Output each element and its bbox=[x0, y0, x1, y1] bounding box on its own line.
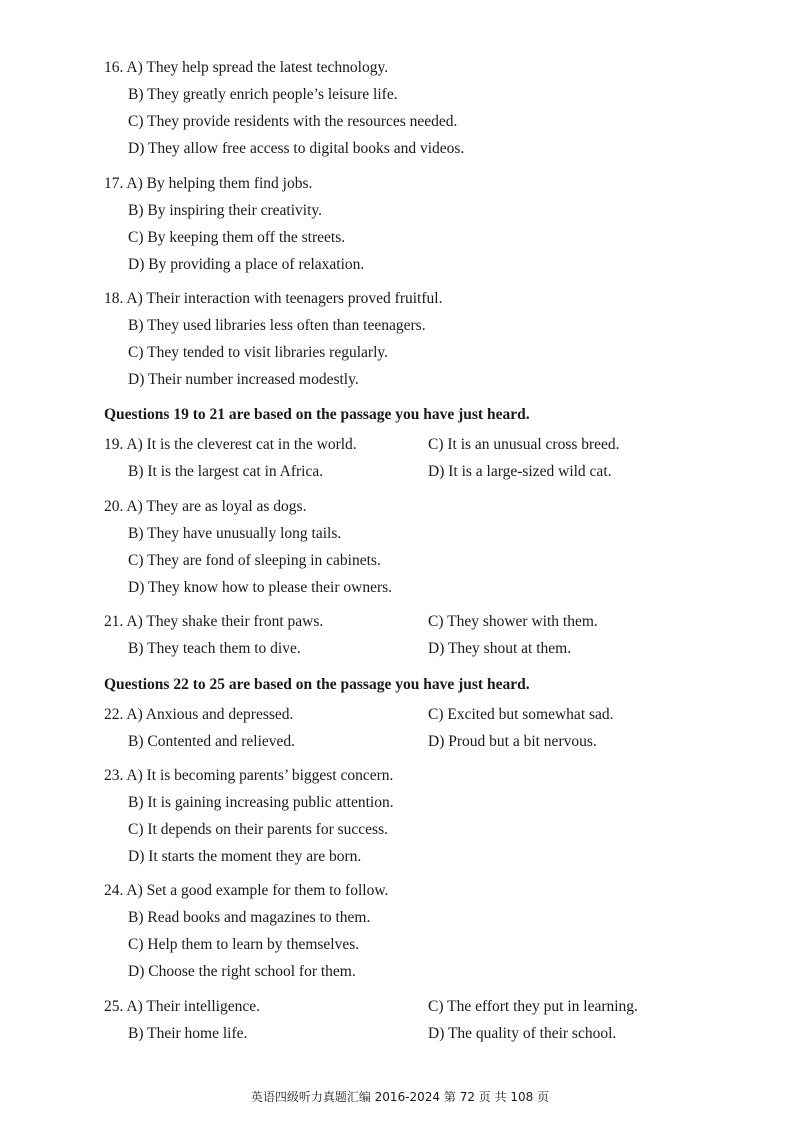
q22-option-c: C) Excited but somewhat sad. bbox=[428, 706, 614, 723]
q25-option-c: C) The effort they put in learning. bbox=[428, 998, 638, 1015]
q20-option-c: C) They are fond of sleeping in cabinets. bbox=[128, 552, 381, 569]
q19-option-c: C) It is an unusual cross breed. bbox=[428, 436, 620, 453]
q18-option-b: B) They used libraries less often than teenagers. bbox=[128, 317, 426, 334]
q17-option-b: B) By inspiring their creativity. bbox=[128, 202, 322, 219]
section-heading-19-21: Questions 19 to 21 are based on the passage you have just heard. bbox=[104, 406, 530, 423]
q21-option-b: B) They teach them to dive. bbox=[128, 640, 301, 657]
q24-option-b: B) Read books and magazines to them. bbox=[128, 909, 371, 926]
q19-option-d: D) It is a large-sized wild cat. bbox=[428, 463, 612, 480]
q22-option-d: D) Proud but a bit nervous. bbox=[428, 733, 597, 750]
q25-option-a: 25. A) Their intelligence. bbox=[104, 998, 260, 1015]
q23-option-b: B) It is gaining increasing public attention. bbox=[128, 794, 394, 811]
q22-option-a: 22. A) Anxious and depressed. bbox=[104, 706, 294, 723]
q21-option-d: D) They shout at them. bbox=[428, 640, 572, 657]
page-footer: 英语四级听力真题汇编 2016-2024 第 72 页 共 108 页 bbox=[250, 1090, 550, 1104]
q17-option-d: D) By providing a place of relaxation. bbox=[128, 256, 365, 273]
q17-option-c: C) By keeping them off the streets. bbox=[128, 229, 346, 246]
q21-option-a: 21. A) They shake their front paws. bbox=[104, 613, 324, 630]
q16-option-c: C) They provide residents with the resources needed. bbox=[128, 113, 458, 130]
q23-option-c: C) It depends on their parents for success. bbox=[128, 821, 388, 838]
q19-option-a: 19. A) It is the cleverest cat in the world. bbox=[104, 436, 357, 453]
q21-option-c: C) They shower with them. bbox=[428, 613, 598, 630]
q25-option-d: D) The quality of their school. bbox=[428, 1025, 617, 1042]
q20-option-d: D) They know how to please their owners. bbox=[128, 579, 393, 596]
q25-option-b: B) Their home life. bbox=[128, 1025, 248, 1042]
q20-option-a: 20. A) They are as loyal as dogs. bbox=[104, 498, 307, 515]
q24-option-d: D) Choose the right school for them. bbox=[128, 963, 356, 980]
q16-option-b: B) They greatly enrich people’s leisure life. bbox=[128, 86, 398, 103]
q23-option-a: 23. A) It is becoming parents’ biggest concern. bbox=[104, 767, 394, 784]
q16-option-d: D) They allow free access to digital books and videos. bbox=[128, 140, 465, 157]
q17-option-a: 17. A) By helping them find jobs. bbox=[104, 175, 313, 192]
q18-option-d: D) Their number increased modestly. bbox=[128, 371, 359, 388]
q16-option-a: 16. A) They help spread the latest technology. bbox=[104, 59, 389, 76]
q24-option-c: C) Help them to learn by themselves. bbox=[128, 936, 360, 953]
q18-option-a: 18. A) Their interaction with teenagers proved fruitful. bbox=[104, 290, 443, 307]
q18-option-c: C) They tended to visit libraries regularly. bbox=[128, 344, 388, 361]
q22-option-b: B) Contented and relieved. bbox=[128, 733, 296, 750]
q23-option-d: D) It starts the moment they are born. bbox=[128, 848, 362, 865]
q20-option-b: B) They have unusually long tails. bbox=[128, 525, 342, 542]
q24-option-a: 24. A) Set a good example for them to follow. bbox=[104, 882, 389, 899]
q19-option-b: B) It is the largest cat in Africa. bbox=[128, 463, 324, 480]
section-heading-22-25: Questions 22 to 25 are based on the passage you have just heard. bbox=[104, 676, 530, 693]
